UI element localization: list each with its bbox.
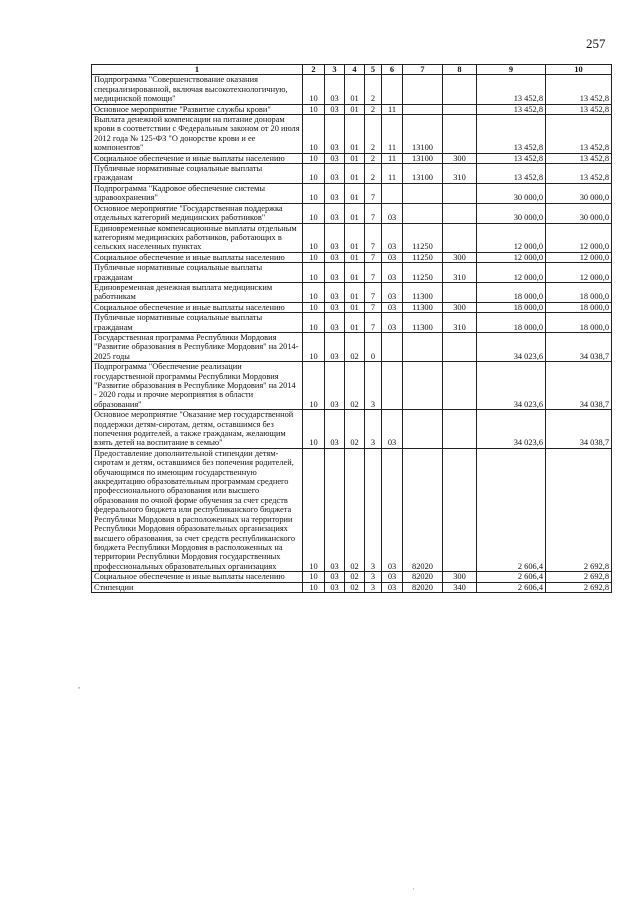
row-value-cell: 310 [443,263,477,283]
row-value-cell: 13 452,8 [546,115,612,154]
row-value-cell: 02 [345,410,365,449]
row-value-cell: 3 [365,582,382,592]
row-value-cell: 11 [382,115,403,154]
row-name-cell: Основное мероприятие "Государственная поддержка отдельных категорий медицинских работников" [92,203,303,223]
row-value-cell: 18 000,0 [477,302,546,312]
row-value-cell: 310 [443,164,477,184]
table-row [92,223,612,252]
row-value-cell [382,332,403,361]
row-value-cell: 10 [303,572,325,582]
table-row [92,362,612,410]
row-name-cell: Социальное обеспечение и иные выплаты населению [92,302,303,312]
row-value-cell: 2 692,8 [546,582,612,592]
column-header-4: 4 [345,65,365,75]
row-value-cell: 01 [345,164,365,184]
row-value-cell: 01 [345,282,365,302]
row-value-cell: 34 038,7 [546,410,612,449]
row-value-cell [403,410,443,449]
row-value-cell: 18 000,0 [546,282,612,302]
row-value-cell: 12 000,0 [546,252,612,262]
table-row [92,572,612,582]
row-value-cell: 03 [325,448,345,571]
row-value-cell: 02 [345,362,365,410]
row-value-cell: 03 [382,410,403,449]
row-value-cell: 03 [325,410,345,449]
row-value-cell: 03 [382,313,403,333]
row-value-cell: 03 [382,302,403,312]
table-row [92,164,612,184]
row-value-cell: 11 [382,164,403,184]
table-row [92,104,612,114]
table-row [92,313,612,333]
row-value-cell: 82020 [403,582,443,592]
row-value-cell: 82020 [403,572,443,582]
row-value-cell: 03 [325,572,345,582]
row-value-cell: 10 [303,75,325,104]
row-value-cell: 2 606,4 [477,582,546,592]
column-header-3: 3 [325,65,345,75]
table-row [92,153,612,163]
row-value-cell: 10 [303,282,325,302]
row-value-cell: 30 000,0 [477,203,546,223]
row-value-cell: 340 [443,582,477,592]
row-value-cell: 3 [365,448,382,571]
row-value-cell: 13 452,8 [546,153,612,163]
margin-mark: , [78,681,80,690]
row-value-cell: 10 [303,183,325,203]
row-value-cell: 30 000,0 [546,183,612,203]
row-value-cell: 3 [365,362,382,410]
row-name-cell: Социальное обеспечение и иные выплаты населению [92,153,303,163]
row-value-cell: 03 [382,582,403,592]
row-value-cell: 10 [303,410,325,449]
column-header-9: 9 [477,65,546,75]
row-value-cell: 03 [325,203,345,223]
row-value-cell: 02 [345,572,365,582]
row-value-cell [443,410,477,449]
row-value-cell: 10 [303,153,325,163]
row-value-cell: 03 [325,115,345,154]
row-value-cell [443,115,477,154]
row-value-cell: 7 [365,252,382,262]
row-value-cell: 03 [325,153,345,163]
row-value-cell: 11300 [403,313,443,333]
row-value-cell: 34 023,6 [477,410,546,449]
table-row [92,183,612,203]
row-value-cell: 02 [345,332,365,361]
row-value-cell: 7 [365,263,382,283]
row-value-cell: 2 [365,75,382,104]
table-row [92,410,612,449]
table-row [92,75,612,104]
row-value-cell: 7 [365,302,382,312]
row-value-cell: 10 [303,332,325,361]
row-value-cell [382,75,403,104]
row-value-cell [382,183,403,203]
row-value-cell: 11250 [403,263,443,283]
row-value-cell: 18 000,0 [546,313,612,333]
page-number: 257 [586,36,606,51]
row-value-cell: 10 [303,582,325,592]
row-value-cell: 82020 [403,448,443,571]
column-header-7: 7 [403,65,443,75]
row-value-cell: 11300 [403,302,443,312]
row-value-cell: 12 000,0 [546,223,612,252]
row-value-cell: 2 [365,153,382,163]
row-value-cell: 2 606,4 [477,448,546,571]
row-value-cell [443,75,477,104]
row-value-cell: 03 [325,362,345,410]
row-name-cell: Выплата денежной компенсации на питание донорам крови в соответствии с Федеральным законом от 20 июля 2012 года № 125-ФЗ "О донорстве крови и ее компонентов" [92,115,303,154]
row-value-cell: 30 000,0 [546,203,612,223]
row-value-cell: 13100 [403,115,443,154]
row-value-cell: 300 [443,572,477,582]
row-name-cell: Подпрограмма "Кадровое обеспечение системы здравоохранения" [92,183,303,203]
row-value-cell: 10 [303,448,325,571]
column-header-5: 5 [365,65,382,75]
row-value-cell [443,104,477,114]
row-value-cell: 11300 [403,282,443,302]
row-value-cell: 13 452,8 [477,75,546,104]
row-value-cell [403,104,443,114]
row-value-cell: 01 [345,115,365,154]
row-name-cell: Государственная программа Республики Мордовия "Развитие образования в Республике Мордовия" на 2014-2025 годы [92,332,303,361]
row-name-cell: Публичные нормативные социальные выплаты гражданам [92,263,303,283]
row-value-cell: 2 606,4 [477,572,546,582]
row-value-cell [403,203,443,223]
row-value-cell: 01 [345,223,365,252]
row-value-cell: 03 [382,263,403,283]
row-value-cell: 300 [443,252,477,262]
row-name-cell: Социальное обеспечение и иные выплаты населению [92,572,303,582]
table-row [92,115,612,154]
row-value-cell: 2 692,8 [546,448,612,571]
row-name-cell: Публичные нормативные социальные выплаты гражданам [92,164,303,184]
row-value-cell: 18 000,0 [546,302,612,312]
row-value-cell: 2 [365,164,382,184]
row-value-cell: 10 [303,362,325,410]
row-name-cell: Социальное обеспечение и иные выплаты населению [92,252,303,262]
row-value-cell: 03 [325,313,345,333]
row-value-cell [443,223,477,252]
row-value-cell [403,332,443,361]
row-value-cell: 02 [345,582,365,592]
table-row [92,582,612,592]
row-value-cell: 13 452,8 [477,115,546,154]
row-value-cell: 300 [443,302,477,312]
row-value-cell: 10 [303,313,325,333]
column-header-6: 6 [382,65,403,75]
row-value-cell [443,203,477,223]
table-header-row [92,65,612,75]
row-value-cell: 10 [303,302,325,312]
row-value-cell: 34 023,6 [477,332,546,361]
row-value-cell: 03 [325,104,345,114]
row-value-cell: 03 [382,223,403,252]
row-value-cell: 2 [365,104,382,114]
column-header-10: 10 [546,65,612,75]
row-name-cell: Стипендии [92,582,303,592]
row-value-cell [382,362,403,410]
table-row [92,203,612,223]
column-header-1: 1 [92,65,303,75]
table-row [92,448,612,571]
row-value-cell: 13 452,8 [546,164,612,184]
row-value-cell: 01 [345,153,365,163]
row-value-cell: 7 [365,223,382,252]
row-value-cell: 03 [325,164,345,184]
row-name-cell: Предоставление дополнительной стипендии детям-сиротам и детям, оставшимся без попечения родителей, обучающимся по имеющим государственную аккредитацию образовательным программам среднего профессионального образования или высшего образования по очной форме обучения за счет средств федерального бюджета или республиканского бюджета Республики Мордовия в расположенных на территории Республики Мордовия образовательных организациях высшего образования, за счет средств республиканского бюджета Республики Мордовия в расположенных на территории Республики Мордовия государственных профессиональных образовательных организациях [92,448,303,571]
row-value-cell: 11250 [403,223,443,252]
row-value-cell: 10 [303,252,325,262]
row-value-cell: 11250 [403,252,443,262]
row-value-cell: 7 [365,282,382,302]
row-value-cell: 300 [443,153,477,163]
row-value-cell [443,332,477,361]
row-value-cell: 10 [303,263,325,283]
row-value-cell: 12 000,0 [477,223,546,252]
row-value-cell: 11 [382,153,403,163]
row-value-cell [403,183,443,203]
row-value-cell: 03 [325,75,345,104]
row-value-cell: 12 000,0 [546,263,612,283]
row-value-cell [403,75,443,104]
row-name-cell: Подпрограмма "Обеспечение реализации государственной программы Республики Мордовия "Развитие образования в Республике Мордовия" на 2014 - 2020 годы и прочие мероприятия в области образования" [92,362,303,410]
row-name-cell: Публичные нормативные социальные выплаты гражданам [92,313,303,333]
row-value-cell [403,362,443,410]
row-value-cell: 18 000,0 [477,313,546,333]
row-name-cell: Подпрограмма "Совершенствование оказания специализированной, включая высокотехнологичную, медицинской помощи" [92,75,303,104]
row-value-cell: 10 [303,115,325,154]
row-name-cell: Основное мероприятие "Развитие службы крови" [92,104,303,114]
row-value-cell: 01 [345,313,365,333]
row-value-cell: 11 [382,104,403,114]
row-value-cell: 01 [345,203,365,223]
row-value-cell: 10 [303,104,325,114]
row-value-cell: 12 000,0 [477,263,546,283]
row-value-cell: 02 [345,448,365,571]
row-value-cell: 34 038,7 [546,362,612,410]
row-value-cell: 3 [365,572,382,582]
row-value-cell: 01 [345,263,365,283]
table-row [92,282,612,302]
row-value-cell: 03 [325,302,345,312]
row-name-cell: Основное мероприятие "Оказание мер государственной поддержки детям-сиротам, детям, оставшимся без попечения родителей, а также гражданам, желающим взять детей на воспитание в семью" [92,410,303,449]
table-row [92,263,612,283]
row-value-cell: 01 [345,252,365,262]
row-value-cell [443,282,477,302]
row-value-cell: 13 452,8 [546,104,612,114]
table-row [92,252,612,262]
row-name-cell: Единовременная денежная выплата медицинским работникам [92,282,303,302]
row-value-cell: 03 [382,252,403,262]
row-value-cell: 03 [382,572,403,582]
row-value-cell: 13 452,8 [477,164,546,184]
row-value-cell: 310 [443,313,477,333]
column-header-8: 8 [443,65,477,75]
row-value-cell: 0 [365,332,382,361]
row-value-cell: 03 [325,223,345,252]
row-value-cell: 3 [365,410,382,449]
table-body [92,75,612,593]
row-value-cell: 7 [365,203,382,223]
column-header-2: 2 [303,65,325,75]
row-value-cell: 01 [345,75,365,104]
row-value-cell: 03 [382,448,403,571]
row-value-cell: 34 023,6 [477,362,546,410]
row-value-cell: 2 692,8 [546,572,612,582]
row-value-cell: 2 [365,115,382,154]
row-value-cell: 34 038,7 [546,332,612,361]
row-value-cell: 01 [345,302,365,312]
budget-table [91,64,612,593]
row-value-cell: 13 452,8 [477,153,546,163]
row-value-cell [443,362,477,410]
row-value-cell [443,448,477,571]
row-value-cell: 03 [325,252,345,262]
row-value-cell: 03 [325,183,345,203]
row-value-cell: 03 [382,203,403,223]
row-value-cell: 13 452,8 [477,104,546,114]
row-value-cell: 13100 [403,153,443,163]
table-row [92,302,612,312]
row-name-cell: Единовременные компенсационные выплаты отдельным категориям медицинских работников, работающих в сельских населенных пунктах [92,223,303,252]
row-value-cell: 10 [303,223,325,252]
row-value-cell: 7 [365,183,382,203]
margin-mark: · [412,885,415,894]
row-value-cell: 01 [345,104,365,114]
row-value-cell: 12 000,0 [477,252,546,262]
table-row [92,332,612,361]
row-value-cell [443,183,477,203]
row-value-cell: 7 [365,313,382,333]
row-value-cell: 01 [345,183,365,203]
row-value-cell: 03 [325,332,345,361]
row-value-cell: 10 [303,203,325,223]
row-value-cell: 13100 [403,164,443,184]
row-value-cell: 03 [325,582,345,592]
row-value-cell: 18 000,0 [477,282,546,302]
row-value-cell: 03 [325,263,345,283]
row-value-cell: 03 [325,282,345,302]
row-value-cell: 10 [303,164,325,184]
row-value-cell: 13 452,8 [546,75,612,104]
row-value-cell: 03 [382,282,403,302]
row-value-cell: 30 000,0 [477,183,546,203]
